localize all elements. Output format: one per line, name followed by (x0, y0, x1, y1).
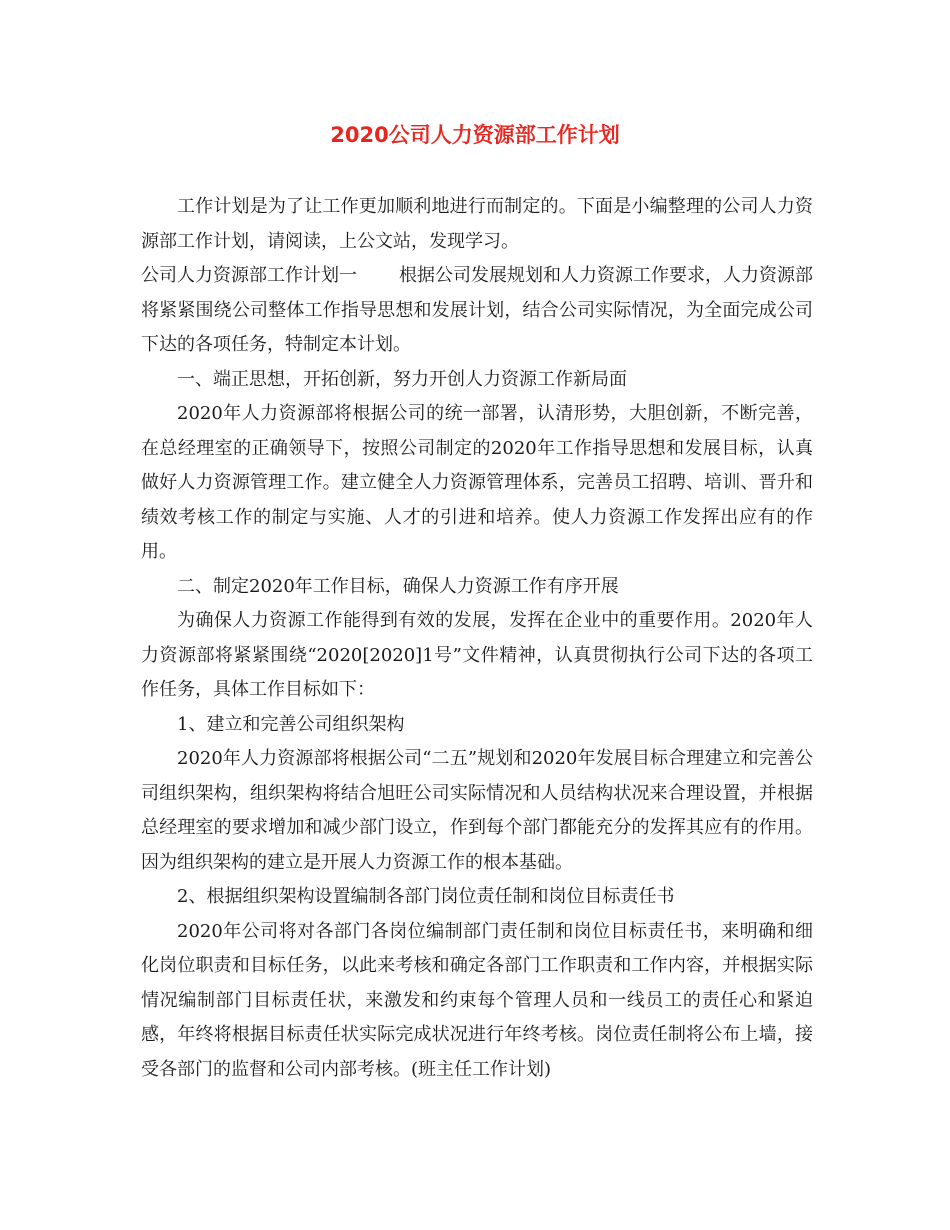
section-heading-2: 二、制定2020年工作目标，确保人力资源工作有序开展 (177, 575, 619, 597)
plan-label: 公司人力资源部工作计划一 (141, 265, 357, 286)
body-paragraph: 2020年人力资源部将根据公司“二五”规划和2020年发展目标合理建立和完善公司组织架构，组织架构将结合旭旺公司实际情况和人员结构状况来合理设置，并根据总经理室的要求增加和减少部门设立，作到每个部门都能充分的发挥其应有的作用。因为组织架构的建立是开展人力资源工作的根本基础。 (141, 748, 813, 873)
body-paragraph: 为确保人力资源工作能得到有效的发展，发挥在企业中的重要作用。2020年人力资源部将紧紧围绕“2020[2020]1号”文件精神，认真贯彻执行公司下达的各项工作任务，具体工作目标如下： (141, 610, 813, 700)
document-body (141, 190, 813, 1087)
body-paragraph: 2020年公司将对各部门各岗位编制部门责任制和岗位目标责任书，来明确和细化岗位职责和目标任务，以此来考核和确定各部门工作职责和工作内容，并根据实际情况编制部门目标责任状，来激发和约束每个管理人员和一线员工的责任心和紧迫感，年终将根据目标责任状实际完成状况进行年终考核。岗位责任制将公布上墙，接受各部门的监督和公司内部考核。(班主任工作计划) (141, 920, 813, 1080)
document-title: 2020公司人力资源部工作计划 (330, 123, 620, 147)
subsection-heading-1: 1、建立和完善公司组织架构 (177, 713, 405, 735)
plan-one-paragraph (141, 259, 813, 363)
plan-one-text: 根据公司发展规划和人力资源工作要求，人力资源部将紧紧围绕公司整体工作指导思想和发展计划，结合公司实际情况，为全面完成公司下达的各项任务，特制定本计划。 (141, 265, 813, 355)
subsection-heading-2: 2、根据组织架构设置编制各部门岗位责任制和岗位目标责任书 (177, 886, 675, 907)
section-heading-1: 一、端正思想，开拓创新，努力开创人力资源工作新局面 (177, 368, 627, 390)
body-paragraph: 2020年人力资源部将根据公司的统一部署，认清形势，大胆创新，不断完善，在总经理室的正确领导下，按照公司制定的2020年工作指导思想和发展目标，认真做好人力资源管理工作。建立健全人力资源管理体系，完善员工招聘、培训、晋升和绩效考核工作的制定与实施、人才的引进和培养。使人力资源工作发挥出应有的作用。 (141, 403, 813, 562)
intro-paragraph: 工作计划是为了让工作更加顺利地进行而制定的。下面是小编整理的公司人力资源部工作计划，请阅读，上公文站，发现学习。 (141, 196, 813, 252)
